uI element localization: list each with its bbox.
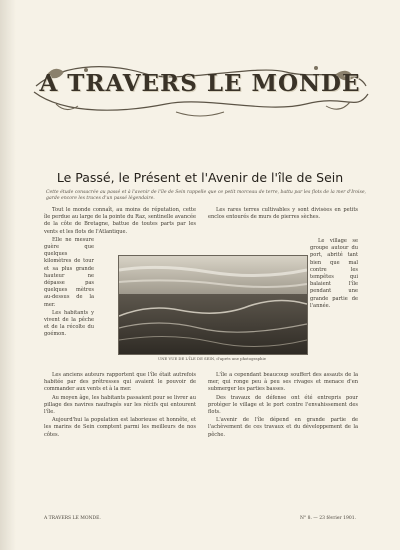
footer-publication: A TRAVERS LE MONDE. — [44, 516, 101, 521]
paragraph: Des travaux de défense ont été entrepris pour protéger le village et le port contre l'envahissement des flots. — [208, 394, 358, 416]
masthead-banner — [26, 56, 374, 120]
paragraph: Les rares terres cultivables y sont divisées en petits enclos entourés de murs de pierres sèches. — [208, 207, 358, 221]
paragraph: Elle ne mesure guère que quelques kilomètres de tour et sa plus grande hauteur ne dépasse pas quelques mètres au-dessus de la mer. — [44, 236, 94, 308]
paragraph: Les habitants y vivent de la pêche et de la récolte du goémon. — [44, 309, 94, 338]
right-column-top — [208, 207, 358, 237]
sea-photograph — [118, 255, 308, 355]
page-fold-shadow — [0, 0, 16, 550]
left-column-bottom — [44, 372, 196, 440]
paragraph: Aujourd'hui la population est laborieuse et honnête, et les marins de Sein comptent parmi les meilleurs de nos côtes. — [44, 417, 196, 438]
paragraph: Tout le monde connaît, au moins de réputation, cette île perdue au large de la pointe du Raz, sentinelle avancée de la côte de Bretagne, battue de toutes parts par les vents et les flots de l'Atlantique. — [44, 207, 196, 235]
paragraph: L'île a cependant beaucoup souffert des assauts de la mer, qui ronge peu à peu ses rivages et menace d'en submerger les parties basses. — [208, 372, 358, 393]
paragraph: Au moyen âge, les habitants passaient pour se livrer au pillage des navires naufragés sur les récifs qui entourent l'île. — [44, 394, 196, 416]
right-column-bottom — [208, 372, 358, 440]
paragraph: L'avenir de l'île dépend en grande partie de l'achèvement de ces travaux et du développement de la pêche. — [208, 417, 358, 438]
article-title: Le Passé, le Présent et l'Avenir de l'île de Sein — [56, 170, 344, 185]
masthead-title: A TRAVERS LE MONDE — [39, 70, 361, 97]
article-subtitle: Cette étude consacrée au passé et à l'avenir de l'île de Sein rappelle que ce petit morceau de terre, battu par les flots de la mer d'Iroise, garde encore les traces d'un passé légendaire. — [46, 190, 366, 202]
page-footer — [44, 516, 356, 521]
right-column-narrow — [310, 238, 358, 311]
paragraph: Le village se groupe autour du port, abrité tant bien que mal contre les tempêtes qui balaient l'île pendant une grande partie de l'année. — [310, 238, 358, 309]
photo-caption: UNE VUE DE L'ÎLE DE SEIN, d'après une photographie — [158, 356, 266, 361]
paragraph: Les anciens auteurs rapportent que l'île était autrefois habitée par des prêtresses qui avaient le pouvoir de commander aux vents et à la mer. — [44, 372, 196, 393]
footer-issue: N° 8. — 23 février 1901. — [299, 516, 356, 521]
